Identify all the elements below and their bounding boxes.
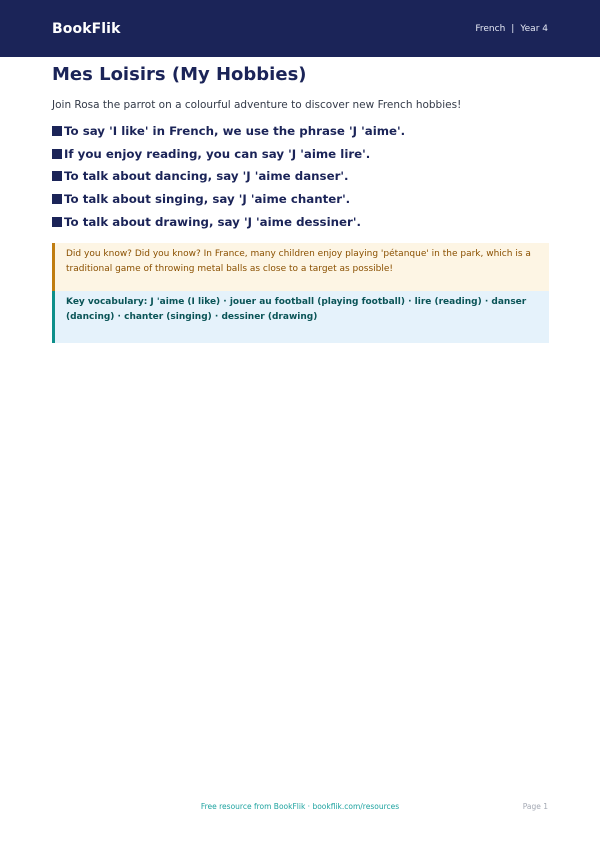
square-bullet-icon xyxy=(52,194,62,204)
page-header xyxy=(0,0,600,57)
brand-logo: BookFlik xyxy=(52,20,121,37)
list-item xyxy=(52,165,552,188)
fun-fact-text: Did you know? Did you know? In France, many children enjoy playing 'pétanque' in the park, which is a traditional game of throwing metal balls as close to a target as possible! xyxy=(66,249,531,274)
square-bullet-icon xyxy=(52,149,62,159)
page-footer xyxy=(0,802,600,814)
meta-separator: | xyxy=(511,23,515,34)
square-bullet-icon xyxy=(52,217,62,227)
bullet-text: To say 'I like' in French, we use the phrase 'J 'aime'. xyxy=(64,124,406,139)
square-bullet-icon xyxy=(52,126,62,136)
page-number: Page 1 xyxy=(522,802,548,811)
square-bullet-icon xyxy=(52,171,62,181)
subject-year-meta xyxy=(475,24,548,34)
list-item xyxy=(52,210,552,233)
key-vocabulary-callout xyxy=(52,291,549,343)
key-vocabulary-text: Key vocabulary: J 'aime (I like) · jouer au football (playing football) · lire (reading) · danser (dancing) · chanter (singing) · dessiner (drawing) xyxy=(66,297,527,322)
page-title: Mes Loisirs (My Hobbies) xyxy=(52,64,307,85)
list-item xyxy=(52,143,552,166)
bullet-text: To talk about singing, say 'J 'aime chanter'. xyxy=(64,192,351,207)
list-item xyxy=(52,120,552,143)
bullet-text: If you enjoy reading, you can say 'J 'aime lire'. xyxy=(64,146,371,161)
list-item xyxy=(52,188,552,211)
bullet-text: To talk about dancing, say 'J 'aime danser'. xyxy=(64,169,349,184)
year-label: Year 4 xyxy=(520,23,548,34)
fun-fact-callout xyxy=(52,243,549,291)
footer-credit-link[interactable]: Free resource from BookFlik · bookflik.com/resources xyxy=(200,802,400,811)
key-points-list xyxy=(52,120,552,233)
intro-text: Join Rosa the parrot on a colourful adventure to discover new French hobbies! xyxy=(52,99,462,111)
bullet-text: To talk about drawing, say 'J 'aime dessiner'. xyxy=(64,214,361,229)
subject-label: French xyxy=(475,23,506,34)
